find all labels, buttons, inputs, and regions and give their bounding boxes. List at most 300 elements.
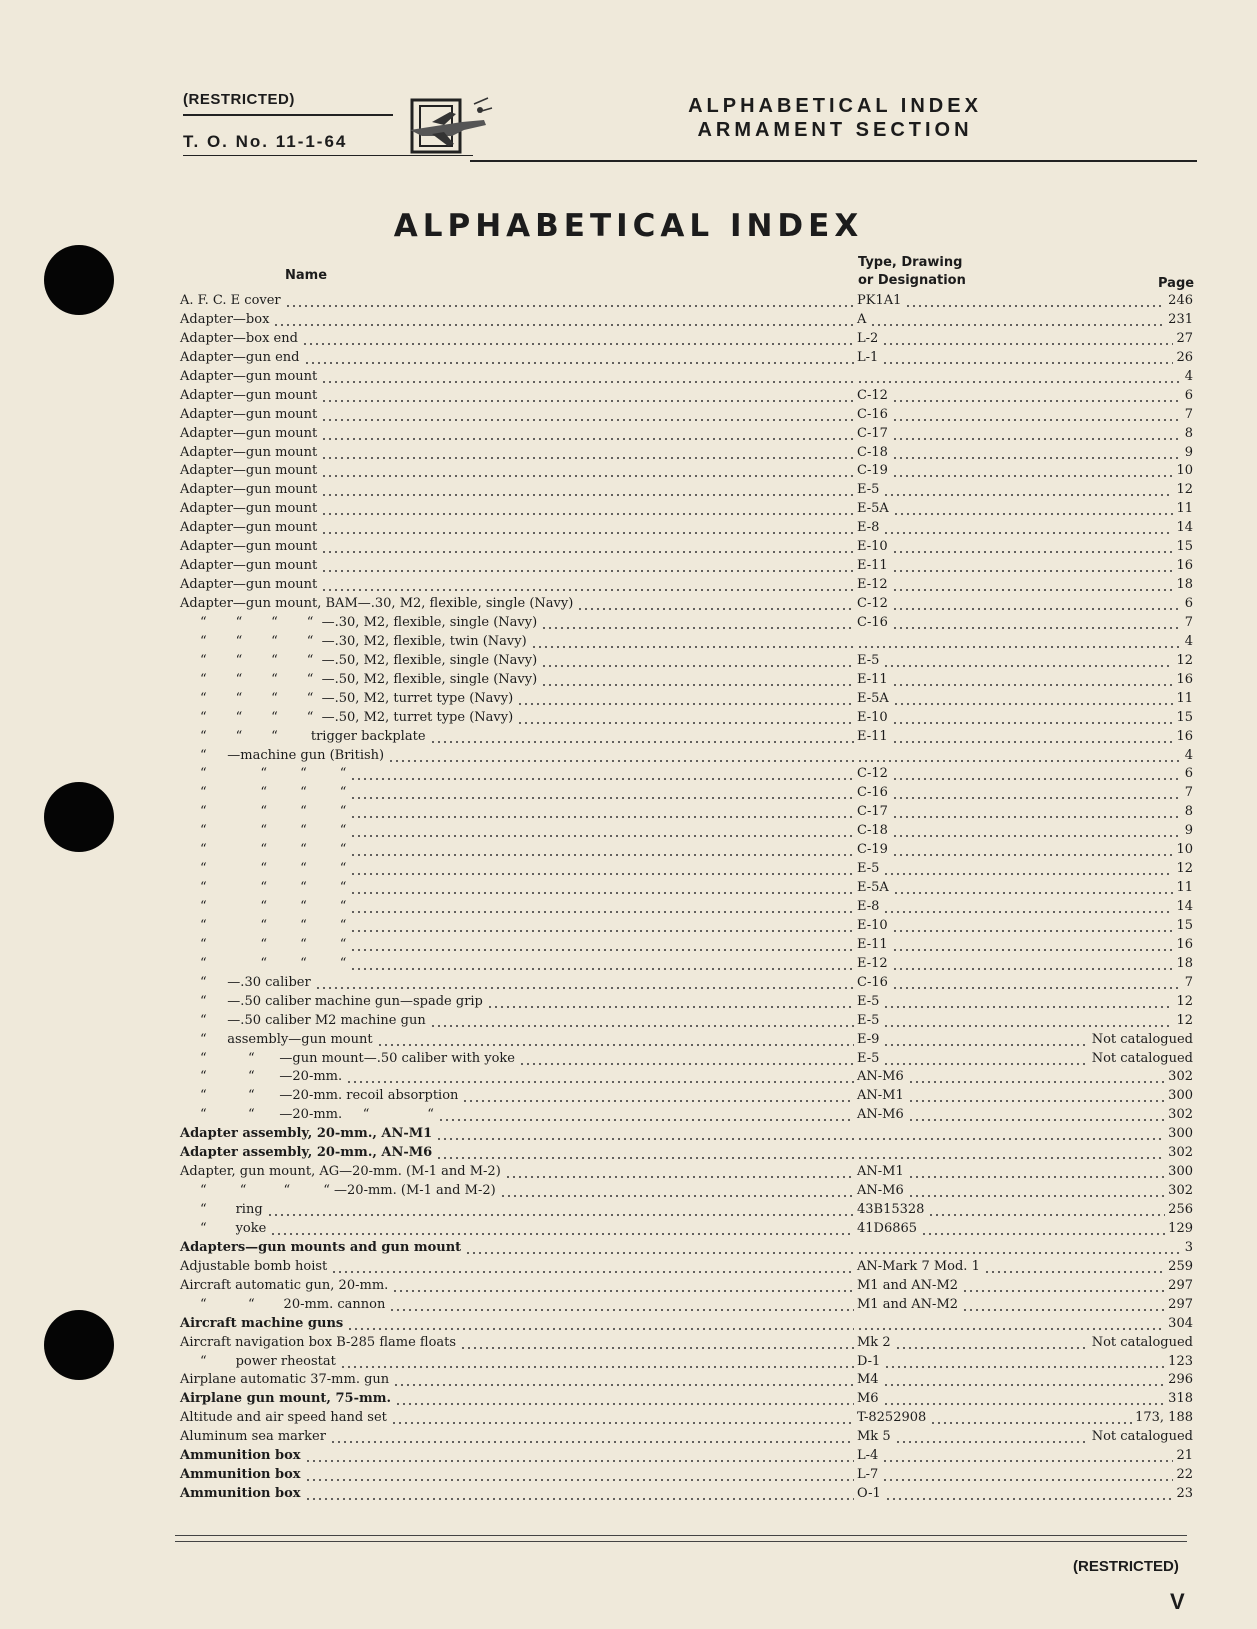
entry-designation: E-5 (857, 482, 880, 498)
dot-leader (350, 873, 854, 875)
dot-leader (350, 854, 854, 856)
entry-designation: E-10 (857, 709, 888, 725)
entry-name: Adapter—box end (180, 330, 298, 346)
index-entry (0, 519, 1257, 538)
entry-page: Not catalogued (1091, 1334, 1193, 1350)
entry-name: Adapter—gun end (180, 349, 300, 365)
entry-name: Ammunition box (180, 1486, 301, 1502)
index-entry (0, 1182, 1257, 1201)
index-entry (0, 671, 1257, 690)
entry-page: 302 (1168, 1107, 1193, 1123)
dot-leader (350, 930, 854, 932)
entry-page: 16 (1176, 728, 1193, 744)
entry-name: “ “ “ “ —.30, M2, flexible, twin (Navy) (200, 633, 527, 649)
index-entry (0, 765, 1257, 784)
dot-leader (350, 778, 854, 780)
dot-leader (350, 892, 854, 894)
entry-page: 297 (1168, 1296, 1193, 1312)
dot-leader (517, 703, 854, 705)
dot-leader (908, 1119, 1165, 1121)
entry-name: Aircraft navigation box B-285 flame floats (180, 1334, 457, 1350)
entry-designation: M4 (857, 1372, 879, 1388)
dot-leader (505, 1176, 854, 1178)
entry-name: Adapter—gun mount, BAM—.30, M2, flexible, single (Navy) (180, 596, 574, 611)
entry-page: 302 (1168, 1069, 1193, 1085)
index-entry (0, 462, 1257, 481)
dot-leader (350, 816, 854, 818)
entry-designation: E-5A (857, 690, 889, 706)
entry-designation: C-12 (857, 387, 888, 403)
dot-leader (892, 741, 1173, 743)
entry-designation: M1 and AN-M2 (857, 1277, 959, 1293)
entry-designation: E-5 (857, 861, 880, 877)
entry-name: “ “ “ “ —.50, M2, turret type (Navy) (200, 690, 514, 706)
entry-designation: E-10 (857, 917, 888, 933)
entry-designation: C-12 (857, 596, 888, 611)
dot-leader (389, 1309, 854, 1311)
entry-designation: 43B15328 (857, 1202, 925, 1217)
dot-leader (302, 343, 854, 345)
entry-page: 300 (1168, 1126, 1193, 1142)
index-entry (0, 1068, 1257, 1087)
index-entry (0, 1353, 1257, 1372)
dot-leader (883, 911, 1173, 913)
dot-leader (388, 760, 854, 762)
entry-designation: AN-M6 (857, 1183, 904, 1199)
dot-leader (883, 1006, 1173, 1008)
dot-leader (892, 608, 1182, 610)
dot-leader (395, 1403, 854, 1405)
dot-leader (393, 1384, 854, 1386)
dot-leader (905, 305, 1165, 307)
dot-leader (487, 1006, 854, 1008)
entry-designation: E-10 (857, 539, 888, 555)
dot-leader (391, 1422, 854, 1424)
entry-name: Adapter—gun mount (180, 368, 318, 384)
entry-page: 14 (1176, 899, 1193, 914)
dot-leader (460, 1347, 854, 1349)
entry-name: Adapter—gun mount (180, 501, 318, 517)
entry-page: 231 (1168, 311, 1193, 327)
entry-designation: E-8 (857, 899, 880, 914)
entry-name: Adapter—gun mount (180, 539, 318, 555)
entry-page: 259 (1168, 1258, 1193, 1274)
dot-leader (321, 400, 854, 402)
dot-leader (892, 854, 1173, 856)
dot-leader (350, 835, 854, 837)
index-entry (0, 614, 1257, 633)
index-entry (0, 690, 1257, 709)
index-entry (0, 898, 1257, 917)
index-entry (0, 1485, 1257, 1504)
entry-page: 318 (1168, 1391, 1193, 1407)
index-entry (0, 1334, 1257, 1353)
dot-leader (882, 1479, 1173, 1481)
entry-designation: E-11 (857, 671, 888, 687)
entry-name: Adapter—gun mount (180, 406, 318, 422)
entry-designation: C-16 (857, 614, 888, 630)
dot-leader (392, 1290, 854, 1292)
dot-leader (321, 419, 854, 421)
dot-leader (541, 665, 854, 667)
entry-designation: E-8 (857, 520, 880, 536)
index-entry (0, 330, 1257, 349)
entry-name: Adapter—gun mount (180, 425, 318, 441)
dot-leader (273, 324, 854, 326)
entry-name: Ammunition box (180, 1467, 301, 1483)
entry-designation: AN-M6 (857, 1069, 904, 1085)
dot-leader (908, 1195, 1165, 1197)
entry-designation: Mk 5 (857, 1429, 891, 1445)
entry-name: “ “ “ “ (200, 785, 347, 801)
index-entry (0, 349, 1257, 368)
index-entry (0, 803, 1257, 822)
index-entry (0, 311, 1257, 330)
entry-designation: E-5 (857, 1012, 880, 1028)
entry-name: “ “ “ “ (200, 861, 347, 877)
dot-leader (857, 1328, 1165, 1330)
dot-leader (892, 438, 1182, 440)
dot-leader (884, 1366, 1165, 1368)
dot-leader (430, 741, 854, 743)
dot-leader (285, 305, 854, 307)
dot-leader (340, 1366, 854, 1368)
index-entry (0, 784, 1257, 803)
entry-designation: M6 (857, 1391, 879, 1407)
dot-leader (892, 816, 1182, 818)
dot-leader (305, 1460, 854, 1462)
entry-page: 22 (1176, 1467, 1193, 1483)
entry-designation: PK1A1 (857, 293, 902, 308)
dot-leader (883, 1025, 1173, 1027)
entry-page: 123 (1168, 1353, 1193, 1369)
entry-designation: C-12 (857, 766, 888, 782)
dot-leader (857, 646, 1182, 648)
dot-leader (893, 892, 1173, 894)
index-entry (0, 1447, 1257, 1466)
entry-page: 302 (1168, 1145, 1193, 1161)
dot-leader (541, 684, 854, 686)
dot-leader (892, 475, 1173, 477)
entry-name: Adapter assembly, 20-mm., AN-M1 (180, 1126, 433, 1142)
entry-page: 10 (1176, 842, 1193, 858)
dot-leader (870, 324, 1165, 326)
dot-leader (892, 722, 1173, 724)
entry-page: 27 (1176, 330, 1193, 346)
entry-name: Adapter—gun mount (180, 577, 318, 593)
dot-leader (321, 589, 854, 591)
index-entry (0, 1315, 1257, 1334)
entry-name: “ —.30 caliber (200, 974, 311, 990)
header-rule-lower (183, 155, 473, 156)
dot-leader (883, 873, 1173, 875)
index-entry (0, 1031, 1257, 1050)
index-entry (0, 406, 1257, 425)
column-header-type-line1: Type, Drawing (858, 255, 963, 270)
entry-page: 256 (1168, 1202, 1193, 1217)
entry-page: 12 (1176, 861, 1193, 877)
entry-name: “ ring (200, 1202, 263, 1217)
index-entry (0, 917, 1257, 936)
entry-designation: C-17 (857, 425, 888, 441)
entry-page: 4 (1184, 633, 1193, 649)
entry-page: 23 (1176, 1486, 1193, 1502)
index-entry (0, 1220, 1257, 1239)
entry-designation: E-12 (857, 955, 888, 971)
entry-name: “ “ —gun mount—.50 caliber with yoke (200, 1050, 516, 1066)
entry-page: 21 (1176, 1448, 1193, 1464)
entry-page: 9 (1184, 444, 1193, 460)
entry-name: Adapter—gun mount (180, 482, 318, 498)
index-entry (0, 728, 1257, 747)
entry-designation: L-7 (857, 1467, 879, 1483)
dot-leader (321, 438, 854, 440)
entry-name: Altitude and air speed hand set (180, 1410, 387, 1426)
entry-page: 7 (1184, 614, 1193, 630)
entry-name: Airplane gun mount, 75-mm. (180, 1391, 392, 1407)
index-entry (0, 709, 1257, 728)
dot-leader (330, 1441, 854, 1443)
dot-leader (517, 722, 854, 724)
entry-designation: A (857, 311, 867, 327)
dot-leader (908, 1081, 1165, 1083)
dot-leader (462, 1100, 854, 1102)
dot-leader (267, 1214, 854, 1216)
index-entry (0, 1428, 1257, 1447)
entry-designation: C-16 (857, 974, 888, 990)
footer-restricted: (RESTRICTED) (1073, 1558, 1179, 1575)
entry-name: “ “ “ “ (200, 880, 347, 896)
entry-designation: Mk 2 (857, 1334, 891, 1350)
dot-leader (350, 968, 854, 970)
entry-name: “ “ “ “ (200, 804, 347, 820)
entry-name: Adapter assembly, 20-mm., AN-M6 (180, 1145, 433, 1161)
entry-page: Not catalogued (1091, 1050, 1193, 1066)
dot-leader (577, 608, 854, 610)
entry-designation: E-11 (857, 728, 888, 744)
entry-page: 12 (1176, 652, 1193, 668)
entry-designation: O-1 (857, 1486, 881, 1502)
dot-leader (857, 1157, 1165, 1159)
entry-name: “ “ 20-mm. cannon (200, 1296, 386, 1312)
header-rule-left (183, 114, 393, 116)
entry-name: “ —.50 caliber machine gun—spade grip (200, 993, 483, 1009)
dot-leader (883, 1063, 1089, 1065)
index-entry (0, 1371, 1257, 1390)
dot-leader (305, 1479, 854, 1481)
dot-leader (321, 457, 854, 459)
dot-leader (857, 1252, 1182, 1254)
dot-leader (883, 665, 1173, 667)
entry-page: 12 (1176, 1012, 1193, 1028)
entry-name: “ “ “ “ (200, 766, 347, 782)
dot-leader (892, 835, 1182, 837)
index-entry (0, 1050, 1257, 1069)
entry-designation: C-18 (857, 444, 888, 460)
entry-page: 18 (1176, 577, 1193, 593)
entry-designation: E-5 (857, 652, 880, 668)
entry-name: “ “ “ “ —.50, M2, turret type (Navy) (200, 709, 514, 725)
index-entry (0, 936, 1257, 955)
dot-leader (857, 760, 1182, 762)
index-entry (0, 500, 1257, 519)
dot-leader (882, 1460, 1173, 1462)
index-entry (0, 444, 1257, 463)
entry-designation: C-18 (857, 823, 888, 839)
dot-leader (270, 1233, 854, 1235)
entry-page: 12 (1176, 482, 1193, 498)
entry-name: Aluminum sea marker (180, 1429, 326, 1445)
entry-designation: L-2 (857, 330, 879, 346)
entry-name: “ —machine gun (British) (200, 747, 385, 763)
entry-name: Adjustable bomb hoist (180, 1258, 328, 1274)
entry-page: 6 (1184, 766, 1193, 782)
dot-leader (892, 987, 1182, 989)
index-entry (0, 1144, 1257, 1163)
index-entry (0, 481, 1257, 500)
entry-page: 4 (1184, 368, 1193, 384)
dot-leader (892, 968, 1173, 970)
entry-page: 11 (1176, 880, 1193, 896)
footer-rule-top (175, 1535, 1187, 1536)
header-title-line2: ARMAMENT SECTION (697, 119, 973, 141)
index-entry (0, 822, 1257, 841)
entry-designation: C-17 (857, 804, 888, 820)
index-entries (0, 292, 1257, 1504)
entry-page: 302 (1168, 1183, 1193, 1199)
entry-name: Airplane automatic 37-mm. gun (180, 1372, 390, 1388)
entry-page: 15 (1176, 917, 1193, 933)
entry-designation: C-19 (857, 463, 888, 479)
entry-page: 11 (1176, 501, 1193, 517)
index-entry (0, 1012, 1257, 1031)
dot-leader (350, 911, 854, 913)
dot-leader (893, 703, 1173, 705)
entry-designation: AN-M1 (857, 1088, 904, 1104)
entry-page: 300 (1168, 1164, 1193, 1180)
entry-designation: D-1 (857, 1353, 881, 1369)
column-header-type-line2: or Designation (858, 273, 966, 288)
entry-designation: E-11 (857, 558, 888, 574)
dot-leader (305, 1498, 854, 1500)
entry-name: Adapter—gun mount (180, 387, 318, 403)
entry-designation: T-8252908 (857, 1410, 927, 1426)
dot-leader (304, 362, 854, 364)
entry-name: Adapter—gun mount (180, 558, 318, 574)
entry-designation: C-19 (857, 842, 888, 858)
dot-leader (321, 494, 854, 496)
entry-name: “ “ —20-mm. (200, 1069, 343, 1085)
index-entry (0, 425, 1257, 444)
index-entry (0, 955, 1257, 974)
entry-page: Not catalogued (1091, 1429, 1193, 1445)
entry-page: 7 (1184, 785, 1193, 801)
dot-leader (436, 1157, 854, 1159)
entry-page: 26 (1176, 349, 1193, 365)
dot-leader (500, 1195, 854, 1197)
entry-page: 4 (1184, 747, 1193, 763)
to-number: T. O. No. 11-1-64 (183, 132, 348, 151)
entry-page: 8 (1184, 425, 1193, 441)
index-entry (0, 1466, 1257, 1485)
dot-leader (465, 1252, 854, 1254)
entry-page: 296 (1168, 1372, 1193, 1388)
index-entry (0, 1296, 1257, 1315)
entry-name: “ “ “ “ (200, 955, 347, 971)
dot-leader (893, 513, 1173, 515)
entry-designation: E-12 (857, 577, 888, 593)
dot-leader (921, 1233, 1165, 1235)
dot-leader (331, 1271, 854, 1273)
entry-designation: E-5 (857, 1050, 880, 1066)
index-entry (0, 1087, 1257, 1106)
dot-leader (857, 381, 1182, 383)
entry-designation: AN-M6 (857, 1107, 904, 1123)
index-entry (0, 1163, 1257, 1182)
entry-designation: C-16 (857, 785, 888, 801)
dot-leader (892, 684, 1173, 686)
index-entry (0, 633, 1257, 652)
dot-leader (892, 551, 1173, 553)
entry-name: Adapter—box (180, 311, 270, 327)
dot-leader (895, 1441, 1089, 1443)
index-entry (0, 595, 1257, 614)
entry-page: 8 (1184, 804, 1193, 820)
entry-name: “ assembly—gun mount (200, 1031, 373, 1047)
entry-designation: M1 and AN-M2 (857, 1296, 959, 1312)
dot-leader (346, 1081, 854, 1083)
entry-page: 297 (1168, 1277, 1193, 1293)
entry-name: “ “ “ “ (200, 823, 347, 839)
entry-name: Adapters—gun mounts and gun mount (180, 1239, 462, 1255)
dot-leader (321, 381, 854, 383)
entry-page: 14 (1176, 520, 1193, 536)
entry-name: “ “ “ “ (200, 899, 347, 914)
column-header-name: Name (285, 268, 328, 283)
entry-page: 15 (1176, 539, 1193, 555)
entry-name: “ yoke (200, 1220, 267, 1236)
index-entry (0, 1258, 1257, 1277)
index-entry (0, 652, 1257, 671)
entry-name: “ “ —20-mm. recoil absorption (200, 1088, 459, 1104)
entry-page: 300 (1168, 1088, 1193, 1104)
entry-page: Not catalogued (1091, 1031, 1193, 1047)
entry-designation: 41D6865 (857, 1220, 918, 1236)
dot-leader (883, 1403, 1165, 1405)
dot-leader (895, 1347, 1089, 1349)
dot-leader (321, 475, 854, 477)
header-right-title (650, 94, 1020, 142)
entry-name: “ “ “ “ (200, 917, 347, 933)
entry-page: 6 (1184, 596, 1193, 611)
index-entry (0, 368, 1257, 387)
entry-designation: E-9 (857, 1031, 880, 1047)
entry-name: A. F. C. E cover (180, 293, 281, 308)
entry-page: 18 (1176, 955, 1193, 971)
entry-page: 16 (1176, 671, 1193, 687)
index-entry (0, 879, 1257, 898)
index-entry (0, 841, 1257, 860)
entry-name: “ “ “ “ (200, 936, 347, 952)
dot-leader (541, 627, 854, 629)
entry-name: Adapter—gun mount (180, 463, 318, 479)
entry-page: 129 (1168, 1220, 1193, 1236)
header-restricted: (RESTRICTED) (183, 91, 295, 108)
dot-leader (892, 930, 1173, 932)
entry-name: Ammunition box (180, 1448, 301, 1464)
index-entry (0, 1201, 1257, 1220)
entry-designation: L-4 (857, 1448, 879, 1464)
